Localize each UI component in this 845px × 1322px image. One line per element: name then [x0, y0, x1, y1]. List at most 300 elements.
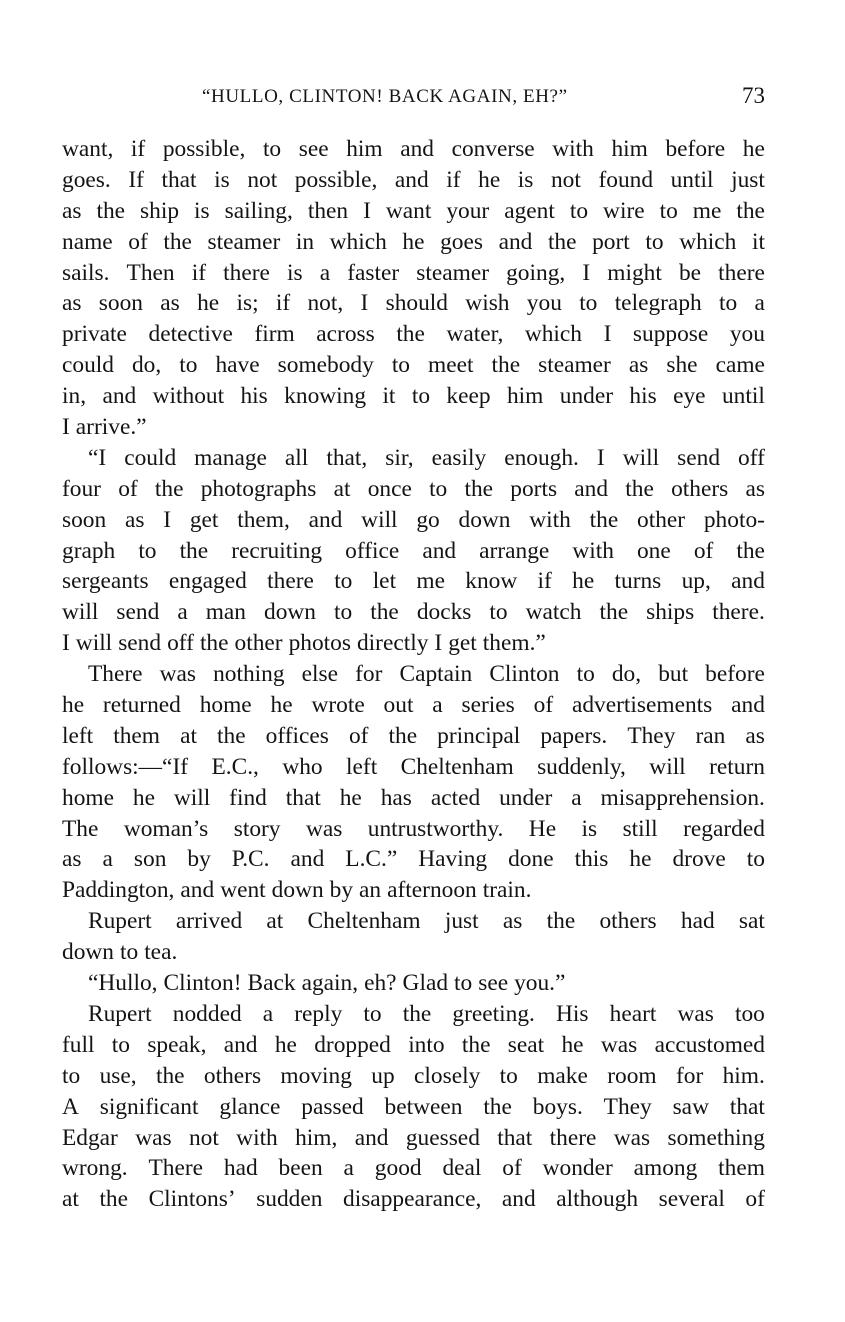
- word: Glad: [402, 970, 449, 997]
- word: was: [135, 1124, 172, 1151]
- text-line: [62, 412, 765, 443]
- word: with: [552, 136, 594, 162]
- word: been: [278, 1155, 323, 1182]
- word: knowing: [284, 383, 367, 410]
- word: the: [464, 475, 494, 502]
- word: steamer: [207, 228, 281, 255]
- word: several: [658, 1186, 725, 1213]
- word: a: [262, 1000, 274, 1027]
- word: offices: [265, 722, 329, 749]
- word: a: [571, 784, 582, 811]
- word: to: [489, 599, 508, 626]
- word: know: [465, 568, 518, 595]
- word: I: [62, 630, 70, 657]
- word: The: [62, 815, 99, 842]
- word: I: [62, 414, 70, 441]
- word: is: [286, 259, 303, 286]
- text-line: [62, 1030, 765, 1061]
- word: misapprehension.: [600, 784, 765, 811]
- word: private: [62, 321, 127, 348]
- text-line: [62, 258, 765, 289]
- word: I: [163, 506, 172, 533]
- word: photographs: [200, 475, 317, 502]
- word: ran: [695, 722, 726, 749]
- word: he: [742, 136, 765, 162]
- word: to: [719, 290, 738, 317]
- text-line: [62, 1123, 765, 1154]
- word: he: [339, 784, 362, 811]
- text-line: [62, 505, 765, 536]
- word: son: [133, 846, 167, 873]
- word: once: [367, 475, 412, 502]
- word: which: [329, 228, 387, 255]
- word: There: [148, 1155, 204, 1182]
- word: photo-: [703, 506, 765, 533]
- word: although: [556, 1186, 639, 1213]
- word: return: [709, 753, 765, 780]
- word: L.C.”: [345, 846, 398, 873]
- word: Rupert: [88, 908, 152, 935]
- text-line: [62, 381, 765, 412]
- word: went: [220, 877, 266, 904]
- word: which: [524, 321, 583, 348]
- word: me: [416, 568, 445, 595]
- word: his: [629, 383, 657, 410]
- text-line: [62, 937, 765, 968]
- word: of: [128, 228, 148, 255]
- word: he: [572, 568, 595, 595]
- word: should: [385, 290, 448, 317]
- word: to: [411, 383, 431, 410]
- word: down: [271, 877, 324, 904]
- word: see: [478, 970, 509, 997]
- word: a: [432, 692, 443, 719]
- word: four: [62, 475, 101, 502]
- word: recruiting: [231, 537, 323, 564]
- word: send: [677, 444, 721, 471]
- word: and: [498, 228, 533, 255]
- word: goes.: [62, 166, 111, 193]
- text-line: [62, 443, 765, 474]
- word: and: [308, 506, 343, 533]
- word: Captain: [399, 661, 473, 688]
- word: off: [167, 630, 194, 657]
- word: as: [62, 197, 82, 224]
- word: under: [559, 383, 614, 410]
- word: you.”: [514, 970, 566, 997]
- word: them.”: [482, 630, 546, 657]
- word: untrustworthy.: [367, 815, 504, 842]
- word: steamer: [416, 259, 489, 286]
- word: He: [528, 815, 557, 842]
- word: the: [388, 722, 418, 749]
- word: it: [382, 383, 396, 410]
- word: he: [561, 1031, 584, 1058]
- word: possible,: [162, 136, 246, 162]
- word: tea.: [144, 939, 178, 966]
- word: of: [502, 1155, 522, 1182]
- word: done: [508, 846, 554, 873]
- word: it: [751, 228, 765, 255]
- word: enough.: [504, 444, 579, 471]
- word: which: [679, 228, 737, 255]
- word: the: [736, 537, 765, 564]
- word: drove: [672, 846, 726, 873]
- word: If: [128, 166, 144, 193]
- word: under: [499, 784, 553, 811]
- word: watch: [525, 599, 582, 626]
- word: and: [102, 383, 137, 410]
- word: to: [119, 939, 139, 966]
- word: as: [745, 722, 765, 749]
- word: send: [118, 630, 162, 657]
- word: that: [497, 1124, 533, 1151]
- word: the: [547, 228, 577, 255]
- word: office: [345, 537, 400, 564]
- word: significant: [99, 1093, 199, 1120]
- word: woman’s: [123, 815, 209, 842]
- word: was: [600, 1031, 638, 1058]
- word: you: [526, 290, 562, 317]
- text-line: [62, 906, 765, 937]
- word: is: [214, 166, 230, 193]
- word: was: [305, 815, 343, 842]
- word: of: [533, 692, 554, 719]
- text-line: [62, 628, 765, 659]
- word: other: [234, 630, 283, 657]
- word: sat: [738, 908, 765, 935]
- word: not,: [307, 290, 344, 317]
- word: down: [264, 599, 316, 626]
- word: to: [429, 475, 448, 502]
- word: story: [233, 815, 281, 842]
- word: up: [371, 1062, 395, 1089]
- word: just: [444, 908, 479, 935]
- word: by: [329, 877, 354, 904]
- word: and: [422, 537, 457, 564]
- word: soon: [62, 506, 107, 533]
- word: the: [217, 722, 246, 749]
- word: Clinton!: [163, 970, 242, 997]
- word: might: [607, 259, 662, 286]
- word: across: [316, 321, 375, 348]
- word: them: [718, 1155, 765, 1182]
- word: the: [99, 1186, 129, 1213]
- text-line: [62, 288, 765, 319]
- word: sir,: [385, 444, 414, 471]
- word: follows:—“If: [62, 753, 189, 780]
- word: to: [62, 1062, 81, 1089]
- word: who: [282, 753, 323, 780]
- word: wrote: [311, 692, 365, 719]
- text-line: [62, 783, 765, 814]
- word: let: [372, 568, 397, 595]
- word: firm: [254, 321, 295, 348]
- text-line: [62, 165, 765, 196]
- word: detective: [148, 321, 233, 348]
- word: before: [705, 661, 765, 688]
- word: to: [569, 197, 589, 224]
- word: before: [665, 136, 726, 162]
- word: until: [721, 383, 765, 410]
- word: else: [301, 661, 339, 688]
- word: sergeants: [62, 568, 149, 595]
- word: use,: [99, 1062, 137, 1089]
- word: arrange: [479, 537, 550, 564]
- word: eh?: [364, 970, 397, 997]
- word: he: [132, 784, 155, 811]
- word: good: [374, 1155, 422, 1182]
- word: among: [633, 1155, 698, 1182]
- word: papers.: [540, 722, 608, 749]
- word: the: [154, 475, 184, 502]
- word: greeting.: [452, 1000, 535, 1027]
- word: nodded: [172, 1000, 242, 1027]
- word: deal: [442, 1155, 482, 1182]
- word: easily: [431, 444, 487, 471]
- word: the: [155, 1062, 185, 1089]
- text-line: [62, 319, 765, 350]
- word: home: [62, 784, 114, 811]
- word: Having: [418, 846, 488, 873]
- word: a: [343, 1155, 354, 1182]
- word: still: [622, 815, 658, 842]
- word: of: [693, 537, 714, 564]
- text-line: [62, 227, 765, 258]
- word: as: [745, 475, 765, 502]
- word: others: [203, 1062, 262, 1089]
- word: and: [223, 1031, 258, 1058]
- word: up,: [681, 568, 711, 595]
- word: graph: [62, 537, 116, 564]
- word: somebody: [277, 352, 374, 379]
- word: converse: [451, 136, 535, 162]
- word: and: [394, 166, 429, 193]
- word: send: [116, 599, 160, 626]
- word: and: [400, 136, 434, 162]
- word: for: [355, 661, 383, 688]
- word: with: [572, 537, 614, 564]
- word: others: [599, 908, 657, 935]
- word: your: [446, 197, 490, 224]
- word: by: [187, 846, 211, 873]
- word: at: [62, 1186, 79, 1213]
- word: eye: [673, 383, 706, 410]
- word: into: [408, 1031, 445, 1058]
- running-head: [62, 83, 765, 116]
- word: as: [628, 352, 649, 379]
- word: and: [574, 475, 609, 502]
- word: moving: [280, 1062, 352, 1089]
- word: afternoon: [387, 877, 477, 904]
- word: out: [383, 692, 414, 719]
- word: at: [333, 475, 351, 502]
- text-line: [62, 134, 765, 165]
- page-number: 73: [742, 83, 765, 108]
- word: to: [391, 352, 411, 379]
- word: docks: [416, 599, 472, 626]
- word: for: [675, 1062, 704, 1089]
- word: suppose: [632, 321, 709, 348]
- word: others: [671, 475, 729, 502]
- word: then: [307, 197, 349, 224]
- word: going,: [506, 259, 566, 286]
- word: that,: [326, 444, 368, 471]
- body-text: [62, 134, 765, 1215]
- word: me: [692, 197, 722, 224]
- word: and: [731, 692, 765, 719]
- word: them: [113, 722, 161, 749]
- word: could: [62, 352, 114, 379]
- word: was: [159, 661, 197, 688]
- word: photos: [288, 630, 351, 657]
- word: as: [124, 506, 145, 533]
- word: guessed: [405, 1124, 480, 1151]
- word: will: [173, 784, 211, 811]
- word: room: [607, 1062, 657, 1089]
- word: the: [736, 197, 765, 224]
- word: that: [729, 1093, 765, 1120]
- word: a: [177, 599, 188, 626]
- word: the: [589, 506, 619, 533]
- text-line: [62, 999, 765, 1030]
- word: without: [152, 383, 225, 410]
- word: to: [499, 1062, 518, 1089]
- word: something: [667, 1124, 765, 1151]
- word: will: [361, 506, 398, 533]
- word: Back: [247, 970, 296, 997]
- word: There: [88, 661, 143, 688]
- word: the: [491, 352, 521, 379]
- word: in,: [62, 383, 87, 410]
- word: goes: [440, 228, 483, 255]
- word: to: [179, 352, 198, 379]
- word: down: [62, 939, 114, 966]
- word: too: [734, 1000, 765, 1027]
- text-line: [62, 536, 765, 567]
- word: was: [613, 1124, 651, 1151]
- word: he: [274, 1031, 297, 1058]
- word: in: [295, 228, 315, 255]
- word: a: [102, 846, 113, 873]
- word: manage: [194, 444, 267, 471]
- word: all: [284, 444, 309, 471]
- word: train.: [482, 877, 532, 904]
- word: heart: [609, 1000, 657, 1027]
- word: sails.: [62, 259, 110, 286]
- word: dropped: [314, 1031, 391, 1058]
- word: had: [223, 1155, 258, 1182]
- word: Then: [126, 259, 175, 286]
- word: to: [334, 599, 353, 626]
- word: to: [579, 290, 598, 317]
- word: if: [537, 568, 552, 595]
- word: I: [603, 321, 612, 348]
- word: arrive.”: [75, 414, 147, 441]
- word: them,: [237, 506, 290, 533]
- word: he: [62, 692, 85, 719]
- word: is: [194, 197, 210, 224]
- word: one: [636, 537, 671, 564]
- word: not: [550, 166, 581, 193]
- word: as: [160, 290, 180, 317]
- word: until: [670, 166, 714, 193]
- word: Clintons’: [148, 1186, 236, 1213]
- word: at: [180, 722, 197, 749]
- word: passed: [301, 1093, 364, 1120]
- word: accustomed: [654, 1031, 765, 1058]
- word: other: [637, 506, 686, 533]
- word: to: [262, 136, 282, 162]
- word: of: [745, 1186, 765, 1213]
- word: to: [659, 197, 678, 224]
- word: there.: [712, 599, 765, 626]
- word: sailing,: [224, 197, 293, 224]
- word: left: [62, 722, 94, 749]
- word: Cheltenham: [400, 753, 514, 780]
- word: if: [130, 136, 146, 162]
- word: wonder: [542, 1155, 613, 1182]
- word: name: [62, 228, 113, 255]
- word: do,: [131, 352, 162, 379]
- word: the: [599, 599, 629, 626]
- word: and: [180, 877, 215, 904]
- word: wish: [465, 290, 510, 317]
- word: disappearance,: [343, 1186, 482, 1213]
- word: turns: [614, 568, 662, 595]
- text-line: [62, 968, 765, 999]
- word: not: [188, 1124, 219, 1151]
- word: P.C.: [231, 846, 270, 873]
- word: and: [290, 846, 325, 873]
- word: him: [346, 136, 383, 162]
- word: meet: [428, 352, 474, 379]
- word: I: [434, 630, 443, 657]
- word: principal: [437, 722, 521, 749]
- word: him.: [722, 1062, 765, 1089]
- word: to: [454, 970, 473, 997]
- word: he: [197, 290, 220, 317]
- word: wrong.: [62, 1155, 128, 1182]
- word: if: [275, 290, 291, 317]
- word: will: [62, 599, 99, 626]
- word: seat: [507, 1031, 545, 1058]
- word: wire: [603, 197, 645, 224]
- word: I: [363, 197, 371, 224]
- word: his: [240, 383, 268, 410]
- word: again,: [301, 970, 359, 997]
- word: nothing: [213, 661, 285, 688]
- word: ships: [646, 599, 695, 626]
- word: full: [62, 1031, 95, 1058]
- word: the: [96, 197, 126, 224]
- word: he: [629, 846, 652, 873]
- word: Rupert: [88, 1000, 152, 1027]
- word: “I: [88, 444, 107, 471]
- word: him: [611, 136, 648, 162]
- word: that: [161, 166, 197, 193]
- word: as: [62, 846, 82, 873]
- word: the: [402, 1000, 432, 1027]
- word: Clinton: [489, 661, 560, 688]
- word: I: [360, 290, 369, 317]
- word: the: [461, 1031, 491, 1058]
- word: an: [359, 877, 382, 904]
- word: has: [380, 784, 412, 811]
- word: the: [370, 599, 399, 626]
- word: he: [478, 166, 501, 193]
- word: as: [62, 290, 82, 317]
